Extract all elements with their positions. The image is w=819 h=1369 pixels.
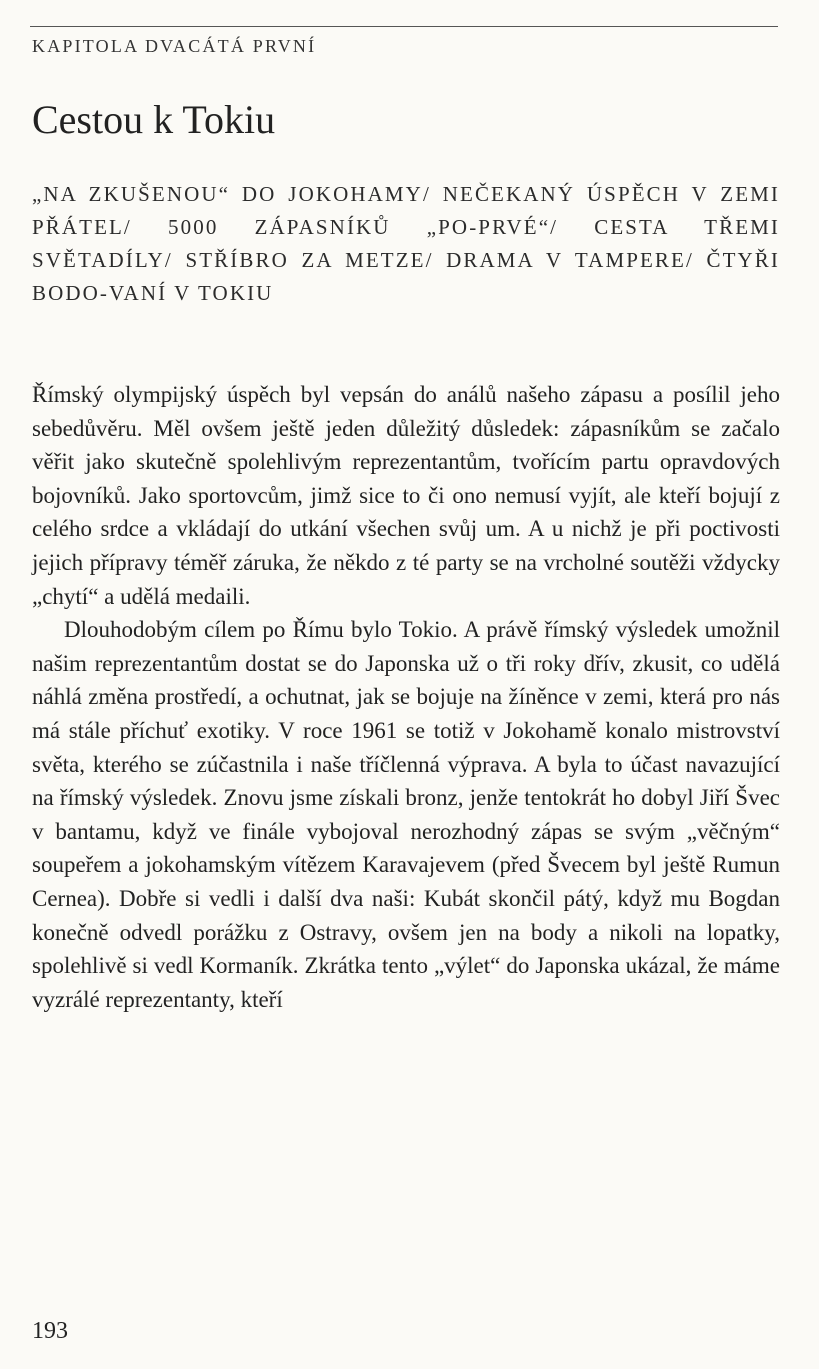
page-number: 193 [32, 1318, 68, 1344]
chapter-synopsis: „NA ZKUŠENOU“ DO JOKOHAMY/ NEČEKANÝ ÚSPĚCH V ZEMI PŘÁTEL/ 5000 ZÁPASNÍKŮ „PO-PRVÉ“/ CESTA TŘEMI SVĚTADÍLY/ STŘÍBRO ZA METZE/ DRAMA V TAMPERE/ ČTYŘI BODO-VANÍ V TOKIU [32, 182, 780, 305]
header-rule [30, 26, 778, 27]
paragraph: Římský olympijský úspěch byl vepsán do análů našeho zápasu a posílil jeho sebedůvěru. Měl ovšem ještě jeden důležitý důsledek: zápasníkům se začalo věřit jako skutečně spolehlivým reprezentantům, tvořícím partu opravdových bojovníků. Jako sportovcům, jimž sice to či ono nemusí vyjít, ale kteří bojují z celého srdce a vkládají do utkání všechen svůj um. A u nichž je při poctivosti jejich přípravy téměř záruka, že někdo z té party se na vrcholné soutěži vždycky „chytí“ a udělá medaili. [32, 382, 780, 609]
paragraph: Dlouhodobým cílem po Římu bylo Tokio. A právě římský výsledek umožnil našim reprezentantům dostat se do Japonska už o tři roky dřív, zkusit, co udělá náhlá změna prostředí, a ochutnat, jak se bojuje na žíněnce v zemi, která pro nás má stále příchuť exotiky. V roce 1961 se totiž v Jokohamě konalo mistrovství světa, kterého se zúčastnila i naše tříčlenná výprava. A byla to účast navazující na římský výsledek. Znovu jsme získali bronz, jenže tentokrát ho dobyl Jiří Švec v bantamu, když ve finále vybojoval nerozhodný zápas se svým „věčným“ soupeřem a jokohamským vítězem Karavajevem (před Švecem byl ještě Rumun Cernea). Dobře si vedli i další dva naši: Kubát skončil pátý, když mu Bogdan konečně odvedl porážku z Ostravy, ovšem jen na body a nikoli na lopatky, spolehlivě si vedl Kormaník. Zkrátka tento „výlet“ do Japonska ukázal, že máme vyzrálé reprezentanty, kteří [32, 617, 780, 1012]
running-head: KAPITOLA DVACÁTÁ PRVNÍ [32, 36, 317, 56]
body-text [32, 378, 780, 1016]
chapter-title: Cestou k Tokiu [32, 97, 276, 142]
